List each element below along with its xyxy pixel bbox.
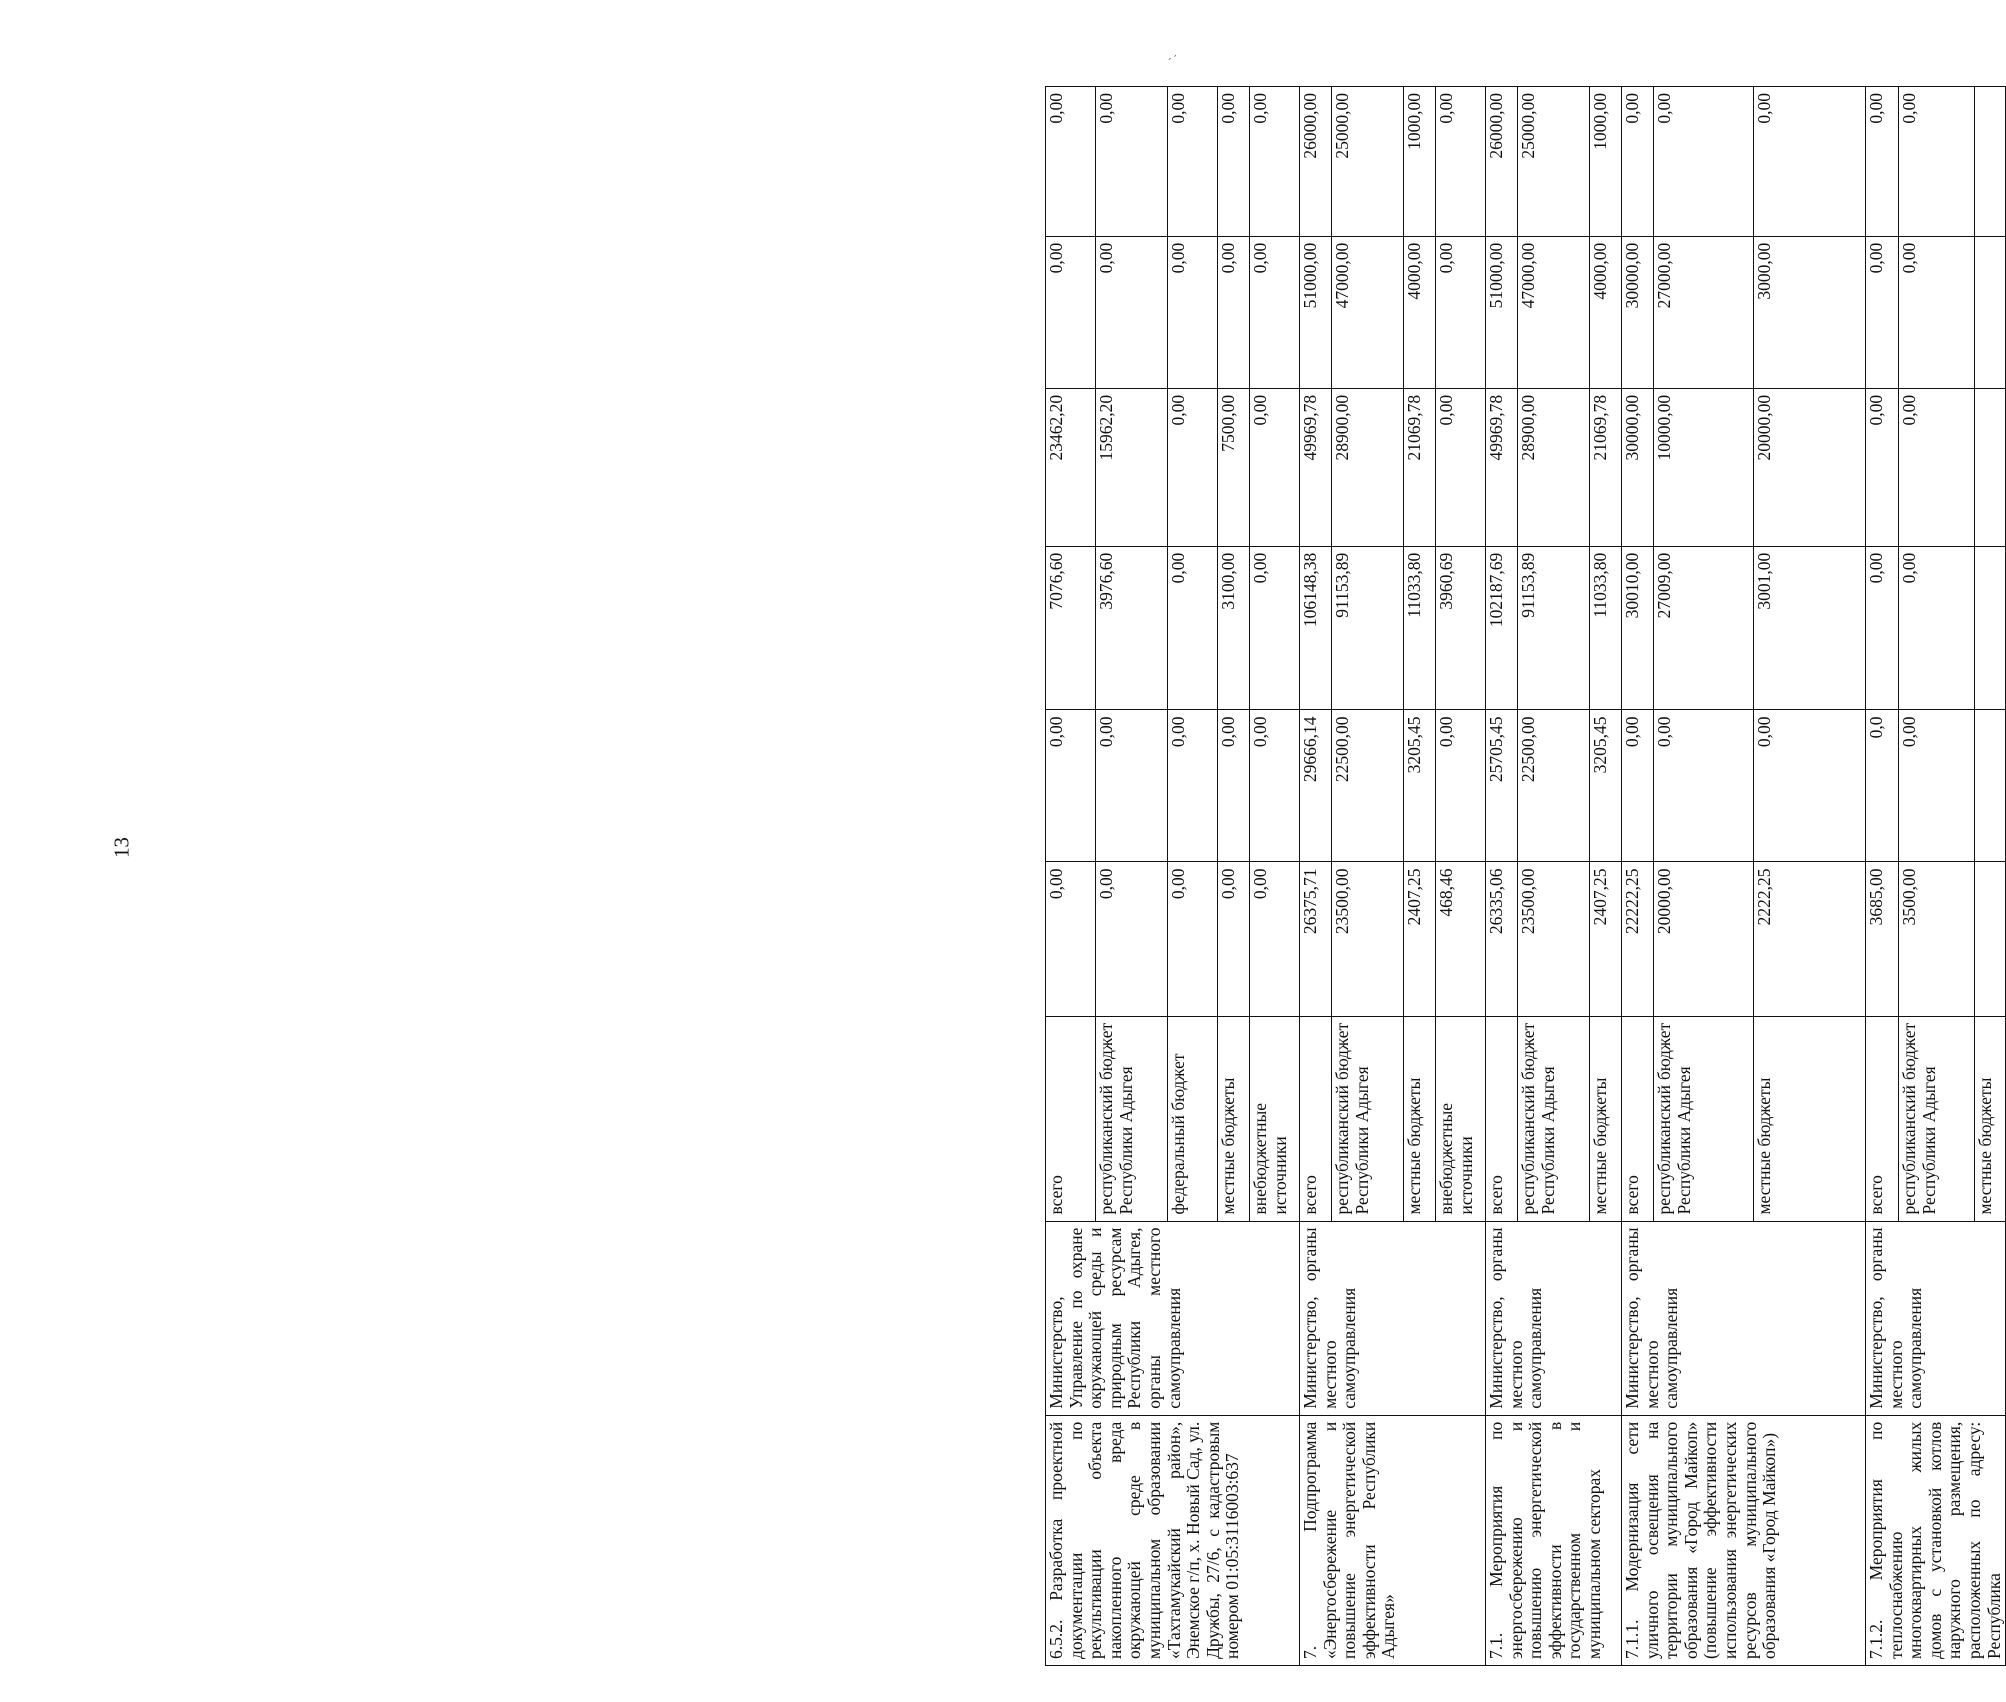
- amount-cell: 0,00: [1046, 87, 1096, 237]
- amount-cell: [1974, 862, 2005, 1016]
- amount-cell: 30010,00: [1622, 546, 1654, 710]
- rotated-table-container: [1045, 86, 2004, 1666]
- amount-cell: 102187,69: [1486, 546, 1518, 710]
- amount-cell: 0,00: [1866, 87, 1899, 237]
- amount-cell: 0,00: [1250, 236, 1300, 388]
- executor-cell: Министерство, органы местного самоуправления: [1300, 1221, 1486, 1415]
- amount-cell: 0,00: [1250, 388, 1300, 546]
- funding-source-cell: местные бюджеты: [1590, 1016, 1622, 1221]
- amount-cell: 49969,78: [1300, 388, 1332, 546]
- amount-cell: 0,00: [1168, 862, 1218, 1016]
- table-row: [1486, 87, 1518, 1666]
- table-body: [1046, 87, 2006, 1666]
- amount-cell: 0,00: [1250, 862, 1300, 1016]
- amount-cell: 0,00: [1899, 87, 1974, 237]
- amount-cell: 30000,00: [1622, 388, 1654, 546]
- executor-cell: Министерство, органы местного самоуправления: [1866, 1221, 2006, 1415]
- amount-cell: 0,00: [1622, 87, 1654, 237]
- measure-name-cell: 6.5.2. Разработка проектной документации по рекультивации объекта накопленного вреда окружающей среде в муниципальном образовании «Тахтамукайский район», Энемское г/п, х. Новый Сад, ул. Дружбы, 27/6, с кадастровым номером 01:05:3116003:637: [1046, 1415, 1300, 1665]
- amount-cell: 106148,38: [1300, 546, 1332, 710]
- amount-cell: 0,00: [1250, 87, 1300, 237]
- amount-cell: 0,00: [1899, 388, 1974, 546]
- amount-cell: [1974, 710, 2005, 862]
- amount-cell: 23500,00: [1518, 862, 1590, 1016]
- amount-cell: [1974, 388, 2005, 546]
- amount-cell: 26000,00: [1486, 87, 1518, 237]
- amount-cell: 3205,45: [1590, 710, 1622, 862]
- amount-cell: 25000,00: [1332, 87, 1404, 237]
- table-row: [1622, 87, 1654, 1666]
- amount-cell: 0,00: [1622, 710, 1654, 862]
- amount-cell: 23500,00: [1332, 862, 1404, 1016]
- funding-source-cell: местные бюджеты: [1974, 1016, 2005, 1221]
- amount-cell: 23462,20: [1046, 388, 1096, 546]
- amount-cell: 3500,00: [1899, 862, 1974, 1016]
- amount-cell: 30000,00: [1622, 236, 1654, 388]
- measure-name-cell: 7. Подпрограмма «Энергосбережение и повышение энергетической эффективности Республики Адыгея»: [1300, 1415, 1486, 1665]
- amount-cell: 468,46: [1436, 862, 1486, 1016]
- funding-source-cell: всего: [1622, 1016, 1654, 1221]
- funding-source-cell: республиканский бюджет Республики Адыгея: [1654, 1016, 1754, 1221]
- funding-source-cell: всего: [1046, 1016, 1096, 1221]
- amount-cell: 11033,80: [1404, 546, 1436, 710]
- amount-cell: 2222,25: [1754, 862, 1866, 1016]
- measure-name-cell: 7.1.1. Модернизация сети уличного освещения на территории муниципального образования «Город Майкоп» (повышение эффективности использования энергетических ресурсов муниципального образования «Город Майкоп»): [1622, 1415, 1866, 1665]
- amount-cell: 0,00: [1096, 236, 1168, 388]
- amount-cell: 91153,89: [1332, 546, 1404, 710]
- amount-cell: 0,00: [1654, 710, 1754, 862]
- table-row: [1866, 87, 1899, 1666]
- amount-cell: 26000,00: [1300, 87, 1332, 237]
- amount-cell: 3205,45: [1404, 710, 1436, 862]
- amount-cell: 0,00: [1899, 710, 1974, 862]
- measure-name-cell: 7.1. Мероприятия по энергосбережению и повышению энергетической эффективности в государственном и муниципальном секторах: [1486, 1415, 1622, 1665]
- amount-cell: 0,00: [1899, 546, 1974, 710]
- funding-source-cell: местные бюджеты: [1754, 1016, 1866, 1221]
- executor-cell: Министерство, органы местного самоуправления: [1622, 1221, 1866, 1415]
- amount-cell: 26375,71: [1300, 862, 1332, 1016]
- table-row: [1300, 87, 1332, 1666]
- amount-cell: 0,00: [1218, 862, 1250, 1016]
- amount-cell: 47000,00: [1332, 236, 1404, 388]
- funding-source-cell: всего: [1300, 1016, 1332, 1221]
- amount-cell: 11033,80: [1590, 546, 1622, 710]
- amount-cell: 0,00: [1096, 87, 1168, 237]
- amount-cell: 49969,78: [1486, 388, 1518, 546]
- funding-source-cell: республиканский бюджет Республики Адыгея: [1096, 1016, 1168, 1221]
- amount-cell: 0,00: [1096, 710, 1168, 862]
- funding-source-cell: внебюджетные источники: [1436, 1016, 1486, 1221]
- amount-cell: 28900,00: [1332, 388, 1404, 546]
- funding-source-cell: республиканский бюджет Республики Адыгея: [1518, 1016, 1590, 1221]
- amount-cell: 21069,78: [1590, 388, 1622, 546]
- funding-source-cell: республиканский бюджет Республики Адыгея: [1332, 1016, 1404, 1221]
- amount-cell: 0,00: [1436, 236, 1486, 388]
- amount-cell: 22222,25: [1622, 862, 1654, 1016]
- amount-cell: 91153,89: [1518, 546, 1590, 710]
- amount-cell: 0,00: [1250, 546, 1300, 710]
- budget-table: [1045, 86, 2006, 1666]
- amount-cell: 0,00: [1218, 236, 1250, 388]
- amount-cell: 25000,00: [1518, 87, 1590, 237]
- amount-cell: 1000,00: [1590, 87, 1622, 237]
- amount-cell: 25705,45: [1486, 710, 1518, 862]
- amount-cell: 3960,69: [1436, 546, 1486, 710]
- amount-cell: [1974, 236, 2005, 388]
- amount-cell: 0,00: [1218, 710, 1250, 862]
- executor-cell: Министерство, Управление по охране окружающей среды и природным ресурсам Республики Адыгея, органы местного самоуправления: [1046, 1221, 1300, 1415]
- amount-cell: 0,00: [1168, 710, 1218, 862]
- amount-cell: 1000,00: [1404, 87, 1436, 237]
- amount-cell: 0,00: [1168, 388, 1218, 546]
- amount-cell: 0,00: [1754, 87, 1866, 237]
- amount-cell: 2407,25: [1404, 862, 1436, 1016]
- funding-source-cell: всего: [1866, 1016, 1899, 1221]
- amount-cell: 0,00: [1168, 87, 1218, 237]
- amount-cell: 28900,00: [1518, 388, 1590, 546]
- table-row: [1046, 87, 1096, 1666]
- amount-cell: 20000,00: [1754, 388, 1866, 546]
- amount-cell: 27000,00: [1654, 236, 1754, 388]
- amount-cell: 3976,60: [1096, 546, 1168, 710]
- amount-cell: [1974, 546, 2005, 710]
- amount-cell: 0,00: [1096, 862, 1168, 1016]
- amount-cell: 0,00: [1899, 236, 1974, 388]
- amount-cell: 0,00: [1250, 710, 1300, 862]
- scan-mark: ,': [1166, 51, 1178, 64]
- amount-cell: 0,00: [1168, 236, 1218, 388]
- page-number: 13: [109, 837, 134, 858]
- funding-source-cell: республиканский бюджет Республики Адыгея: [1899, 1016, 1974, 1221]
- amount-cell: 47000,00: [1518, 236, 1590, 388]
- amount-cell: 3100,00: [1218, 546, 1250, 710]
- amount-cell: 0,00: [1436, 388, 1486, 546]
- amount-cell: 2407,25: [1590, 862, 1622, 1016]
- amount-cell: 7500,00: [1218, 388, 1250, 546]
- amount-cell: 0,00: [1046, 236, 1096, 388]
- funding-source-cell: федеральный бюджет: [1168, 1016, 1218, 1221]
- amount-cell: 51000,00: [1300, 236, 1332, 388]
- funding-source-cell: местные бюджеты: [1404, 1016, 1436, 1221]
- amount-cell: 0,00: [1046, 710, 1096, 862]
- amount-cell: 0,00: [1218, 87, 1250, 237]
- amount-cell: 4000,00: [1404, 236, 1436, 388]
- amount-cell: 10000,00: [1654, 388, 1754, 546]
- funding-source-cell: местные бюджеты: [1218, 1016, 1250, 1221]
- amount-cell: 26335,06: [1486, 862, 1518, 1016]
- amount-cell: 20000,00: [1654, 862, 1754, 1016]
- amount-cell: 22500,00: [1332, 710, 1404, 862]
- amount-cell: 29666,14: [1300, 710, 1332, 862]
- funding-source-cell: внебюджетные источники: [1250, 1016, 1300, 1221]
- amount-cell: 0,00: [1436, 87, 1486, 237]
- measure-name-cell: 7.1.2. Мероприятия по теплоснабжению многоквартирных жилых домов с установкой котлов наружного размещения, расположенных по адресу: Республика: [1866, 1415, 2006, 1665]
- amount-cell: 0,00: [1654, 87, 1754, 237]
- amount-cell: 3000,00: [1754, 236, 1866, 388]
- amount-cell: 0,0: [1866, 710, 1899, 862]
- amount-cell: 0,00: [1866, 236, 1899, 388]
- amount-cell: 0,00: [1168, 546, 1218, 710]
- amount-cell: 21069,78: [1404, 388, 1436, 546]
- amount-cell: 51000,00: [1486, 236, 1518, 388]
- amount-cell: 0,00: [1866, 388, 1899, 546]
- amount-cell: 0,00: [1866, 546, 1899, 710]
- amount-cell: 3685,00: [1866, 862, 1899, 1016]
- funding-source-cell: всего: [1486, 1016, 1518, 1221]
- amount-cell: 7076,60: [1046, 546, 1096, 710]
- amount-cell: 15962,20: [1096, 388, 1168, 546]
- amount-cell: 22500,00: [1518, 710, 1590, 862]
- amount-cell: 0,00: [1046, 862, 1096, 1016]
- amount-cell: 27009,00: [1654, 546, 1754, 710]
- amount-cell: 0,00: [1754, 710, 1866, 862]
- amount-cell: [1974, 87, 2005, 237]
- amount-cell: 0,00: [1436, 710, 1486, 862]
- amount-cell: 4000,00: [1590, 236, 1622, 388]
- executor-cell: Министерство, органы местного самоуправления: [1486, 1221, 1622, 1415]
- amount-cell: 3001,00: [1754, 546, 1866, 710]
